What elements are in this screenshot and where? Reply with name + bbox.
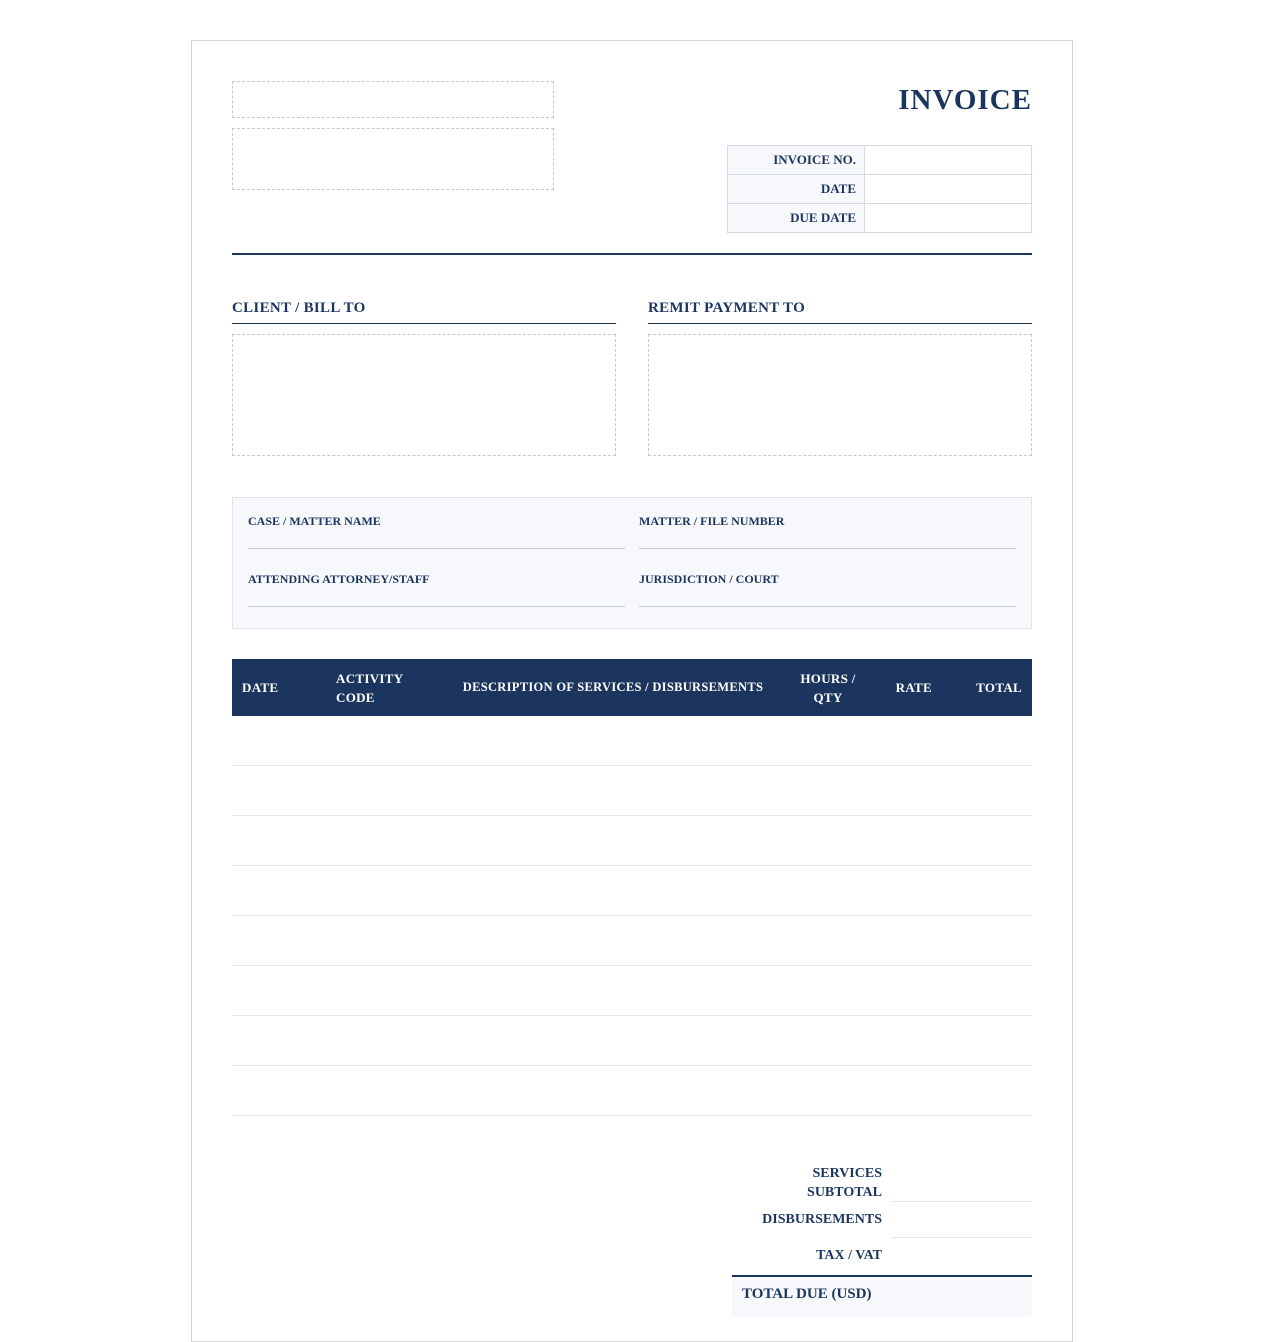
jurisdiction-group <box>639 572 1016 586</box>
tax-label: TAX / VAT <box>816 1248 882 1263</box>
invoice-number-label: INVOICE NO. <box>728 146 865 175</box>
attorney-field[interactable] <box>248 606 625 607</box>
col-date: DATE <box>232 659 328 716</box>
company-name-field[interactable] <box>232 81 554 118</box>
due-date-field[interactable] <box>865 204 1032 233</box>
client-heading: CLIENT / BILL TO <box>232 299 616 324</box>
col-hours-qty: HOURS / QTY <box>788 659 868 716</box>
attorney-label: ATTENDING ATTORNEY/STAFF <box>248 572 430 586</box>
table-row[interactable] <box>232 716 1032 766</box>
invoice-date-label: DATE <box>728 175 865 204</box>
jurisdiction-field[interactable] <box>639 606 1016 607</box>
attorney-group <box>248 572 625 586</box>
col-activity-code: ACTIVITY CODE <box>328 659 438 716</box>
table-row[interactable] <box>232 1066 1032 1116</box>
services-subtotal-row <box>732 1161 1032 1201</box>
invoice-meta-table <box>727 145 1032 233</box>
col-description: DESCRIPTION OF SERVICES / DISBURSEMENTS <box>438 659 788 716</box>
totals-section <box>732 1161 1032 1317</box>
file-number-group <box>639 514 1016 528</box>
table-row[interactable] <box>232 766 1032 816</box>
table-row[interactable] <box>232 966 1032 1016</box>
table-row[interactable] <box>232 816 1032 866</box>
services-subtotal-field[interactable] <box>892 1161 1032 1202</box>
table-row[interactable] <box>232 866 1032 916</box>
case-name-label: CASE / MATTER NAME <box>248 514 381 528</box>
matter-panel <box>232 497 1032 629</box>
disbursements-field[interactable] <box>892 1201 1032 1238</box>
disbursements-label: DISBURSEMENTS <box>762 1212 882 1227</box>
remit-heading: REMIT PAYMENT TO <box>648 299 1032 324</box>
invoice-date-field[interactable] <box>865 175 1032 204</box>
file-number-label: MATTER / FILE NUMBER <box>639 514 785 528</box>
table-row[interactable] <box>232 916 1032 966</box>
tax-row <box>732 1238 1032 1275</box>
col-rate: RATE <box>868 659 946 716</box>
company-address-field[interactable] <box>232 128 554 190</box>
total-due-row <box>732 1275 1032 1317</box>
header-divider <box>232 253 1032 255</box>
client-address-field[interactable] <box>232 334 616 456</box>
line-items-table <box>232 659 1032 1116</box>
invoice-number-field[interactable] <box>865 146 1032 175</box>
invoice-title: INVOICE <box>898 84 1032 116</box>
client-section <box>232 299 616 456</box>
services-subtotal-label: SERVICES SUBTOTAL <box>807 1166 882 1200</box>
col-total: TOTAL <box>946 659 1032 716</box>
due-date-label: DUE DATE <box>728 204 865 233</box>
disbursements-row <box>732 1201 1032 1238</box>
tax-field[interactable] <box>892 1238 1032 1274</box>
jurisdiction-label: JURISDICTION / COURT <box>639 572 779 586</box>
case-name-group <box>248 514 625 528</box>
invoice-page <box>191 40 1073 1342</box>
total-due-label: TOTAL DUE (USD) <box>742 1286 872 1302</box>
table-header-row <box>232 659 1032 716</box>
remit-section <box>648 299 1032 456</box>
case-name-field[interactable] <box>248 548 625 549</box>
remit-address-field[interactable] <box>648 334 1032 456</box>
file-number-field[interactable] <box>639 548 1016 549</box>
table-row[interactable] <box>232 1016 1032 1066</box>
